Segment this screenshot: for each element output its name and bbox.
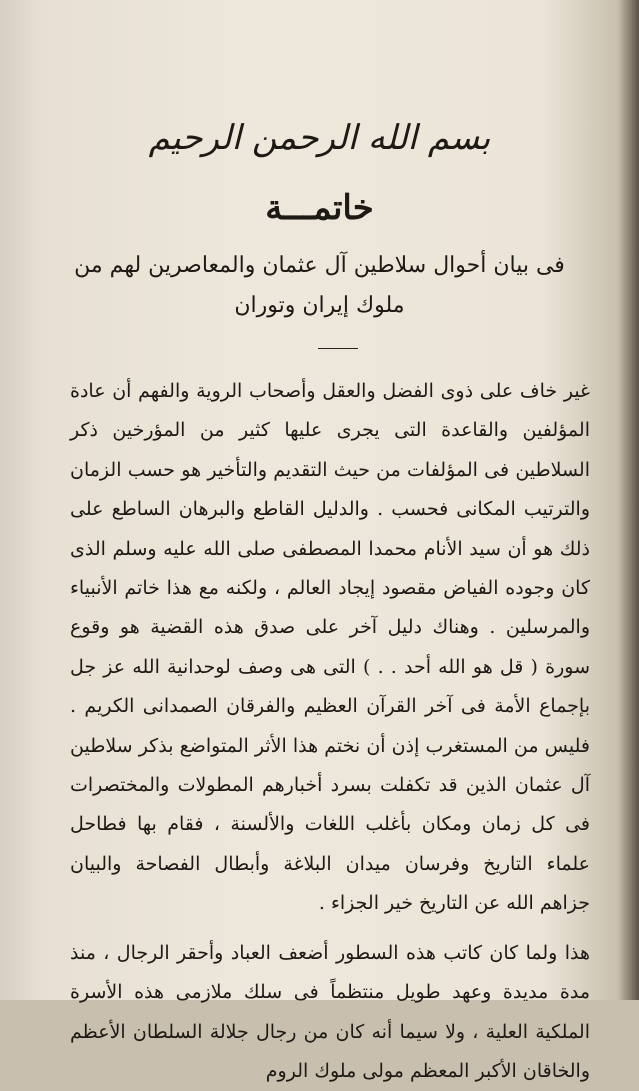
section-divider <box>318 348 358 349</box>
body-text <box>70 372 590 1091</box>
chapter-title: خاتمـــة <box>265 188 374 228</box>
basmala-heading: بسم الله الرحمن الرحيم <box>148 118 491 158</box>
paragraph-1: غير خاف على ذوى الفضل والعقل وأصحاب الروية والفهم أن عادة المؤلفين والقاعدة التى يجرى عليها كثير من المؤرخين ذكر السلاطين فى المؤلفات من حيث التقديم والتأخير هو حسب الزمان والترتيب المكانى فحسب . والدليل القاطع والبرهان الساطع على ذلك هو أن سيد الأنام محمدا المصطفى صلى الله عليه وسلم الذى كان وجوده الفياض مقصود إيجاد العالم ، ولكنه مع هذا خاتم الأنبياء والمرسلين . وهناك دليل آخر على صدق هذه القضية هو وقوع سورة ( قل هو الله أحد . . ) التى هى وصف لوحدانية الله عز جل بإجماع الأمة فى آخر القرآن العظيم والفرقان الصمدانى الكريم . فليس من المستغرب إذن أن نختم هذا الأثر المتواضع بذكر سلاطين آل عثمان الذين قد تكفلت بسرد أخبارهم المطولات والمختصرات فى كل زمان ومكان بأغلب اللغات والألسنة ، فقام بها فطاحل علماء التاريخ وفرسان ميدان البلاغة وأبطال الفصاحة والبيان جزاهم الله عن التاريخ خير الجزاء . <box>70 380 590 915</box>
chapter-subtitle: فى بيان أحوال سلاطين آل عثمان والمعاصرين لهم من ملوك إيران وتوران <box>74 253 565 318</box>
paragraph-2: هذا ولما كان كاتب هذه السطور أضعف العباد وأحقر الرجال ، منذ مدة مديدة وعهد طويل منتظماً فى سلك ملازمى هذه الأسرة الملكية العلية ، ولا سيما أنه كان من رجال جلالة السلطان الأعظم والخاقان الأكبر المعظم مولى ملوك الروم <box>70 941 590 1082</box>
